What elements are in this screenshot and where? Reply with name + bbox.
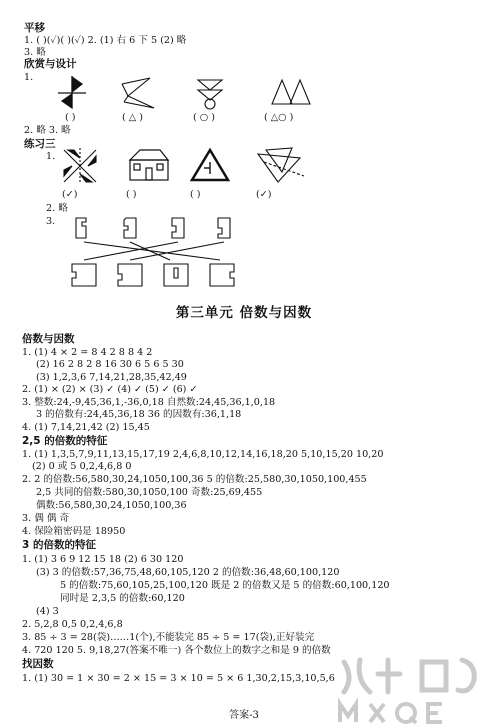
m25-line-5: 偶数:56,580,30,24,1050,100,36 [36, 500, 187, 511]
puzzle-bottom-4 [210, 264, 234, 286]
practice3-figures [60, 146, 310, 188]
translation-answer-3: 3. 略 [24, 47, 46, 58]
page-footer: 答案-3 [229, 710, 259, 721]
puzzle-top-4 [218, 218, 230, 238]
figure-house [130, 150, 168, 180]
heading-multiples-3: 3 的倍数的特征 [22, 539, 96, 551]
figure-x-pattern [64, 148, 96, 184]
mf-line-4: 2. (1) × (2) × (3) ✓ (4) ✓ (5) ✓ (6) ✓ [22, 384, 198, 395]
practice3-caption-4: (✓) [256, 189, 272, 200]
figure-triangles-circle [272, 80, 310, 104]
puzzle-top-1 [76, 218, 86, 238]
mf-line-5: 3. 整数:24,-9,45,36,1,-36,0,18 自然数:24,45,36,1,0,18 [22, 397, 276, 408]
mf-line-6: 3 的倍数有:24,45,36,18 36 的因数有:36,1,18 [36, 409, 242, 420]
mf-line-1: 1. (1) 4 × 2 = 8 4 2 8 8 4 2 [22, 347, 153, 358]
appreciation-caption-3: ( ○ ) [193, 112, 215, 123]
m25-line-7: 4. 保险箱密码是 18950 [22, 526, 126, 537]
puzzle-top-3 [172, 218, 184, 238]
practice3-q1-label: 1. [46, 151, 56, 162]
m25-line-4: 2,5 共同的倍数:580,30,1050,100 奇数:25,69,455 [36, 487, 263, 498]
puzzle-bottom-1 [72, 264, 96, 286]
appreciation-caption-1: ( ) [65, 112, 76, 123]
ff-line-1: 1. (1) 30 = 1 × 30 = 2 × 15 = 3 × 10 = 5 × 6 1,30,2,15,3,10,5,6 [22, 673, 335, 684]
heading-appreciation-design: 欣赏与设计 [24, 58, 77, 70]
puzzle-matching-figure [70, 216, 240, 288]
puzzle-bottom-2 [118, 264, 142, 286]
m25-line-2: (2) 0 或 5 0,2,4,6,8 0 [32, 461, 132, 472]
heading-practice-3: 练习三 [24, 138, 56, 150]
practice3-q3-label: 3. [46, 216, 56, 227]
figure-zigzag-triangles [122, 78, 154, 108]
puzzle-bottom-3 [164, 264, 188, 286]
heading-find-factors: 找因数 [22, 658, 54, 670]
puzzle-top-2 [124, 218, 136, 238]
appreciation-q1-label: 1. [24, 72, 34, 83]
mf-line-7: 4. (1) 7,14,21,42 (2) 15,45 [22, 422, 150, 433]
appreciation-answers-2-3: 2. 略 3. 略 [24, 125, 71, 136]
m3-line-3: 5 的倍数:75,60,105,25,100,120 既是 2 的倍数又是 5 的倍数:60,100,120 [60, 580, 390, 591]
m25-line-3: 2. 2 的倍数:56,580,30,24,1050,100,36 5 的倍数:25,580,30,1050,100,455 [22, 474, 367, 485]
appreciation-caption-4: ( △○ ) [264, 112, 294, 123]
figure-triangle-sign [192, 150, 228, 180]
m3-line-4: 同时是 2,3,5 的倍数:60,120 [60, 593, 185, 604]
appreciation-caption-2: ( △ ) [122, 112, 143, 123]
m3-line-7: 3. 85 ÷ 3 = 28(袋)……1(个),不能装完 85 ÷ 5 = 17(袋),正好装完 [22, 632, 315, 643]
watermark-logo [330, 652, 488, 727]
appreciation-figures [50, 74, 350, 114]
m3-line-2: (3) 3 的倍数:57,36,75,48,60,105,120 2 的倍数:36,48,60,100,120 [36, 567, 340, 578]
figure-overlapping-triangles [258, 148, 304, 182]
heading-translation: 平移 [24, 22, 45, 34]
heading-multiples-factors: 倍数与因数 [22, 333, 75, 345]
m25-line-6: 3. 偶 偶 奇 [22, 513, 70, 524]
mf-line-3: (3) 1,2,3,6 7,14,21,28,35,42,49 [36, 372, 187, 383]
practice3-caption-3: ( ) [190, 189, 201, 200]
figure-flag-shape [58, 76, 86, 108]
mf-line-2: (2) 16 2 8 2 8 16 30 6 5 6 5 30 [36, 359, 184, 370]
figure-stacked-triangles [198, 80, 222, 109]
practice3-answer-2: 2. 略 [46, 203, 68, 214]
m3-line-6: 2. 5,2,8 0,5 0,2,4,6,8 [22, 619, 123, 630]
m3-line-5: (4) 3 [36, 606, 59, 617]
translation-answer-1: 1. ( )(✓)( )(✓) 2. (1) 右 6 下 5 (2) 略 [24, 35, 187, 46]
practice3-caption-1: (✓) [62, 189, 78, 200]
heading-multiples-2-5: 2,5 的倍数的特征 [22, 435, 108, 447]
m3-line-8: 4. 720 120 5. 9,18,27(答案不唯一) 各个数位上的数字之和是 9 的倍数 [22, 645, 331, 656]
practice3-caption-2: ( ) [126, 189, 137, 200]
unit-title: 第三单元 倍数与因数 [175, 305, 313, 321]
m25-line-1: 1. (1) 1,3,5,7,9,11,13,15,17,19 2,4,6,8,10,12,14,16,18,20 5,10,15,20 10,20 [22, 449, 384, 460]
m3-line-1: 1. (1) 3 6 9 12 15 18 (2) 6 30 120 [22, 554, 184, 565]
